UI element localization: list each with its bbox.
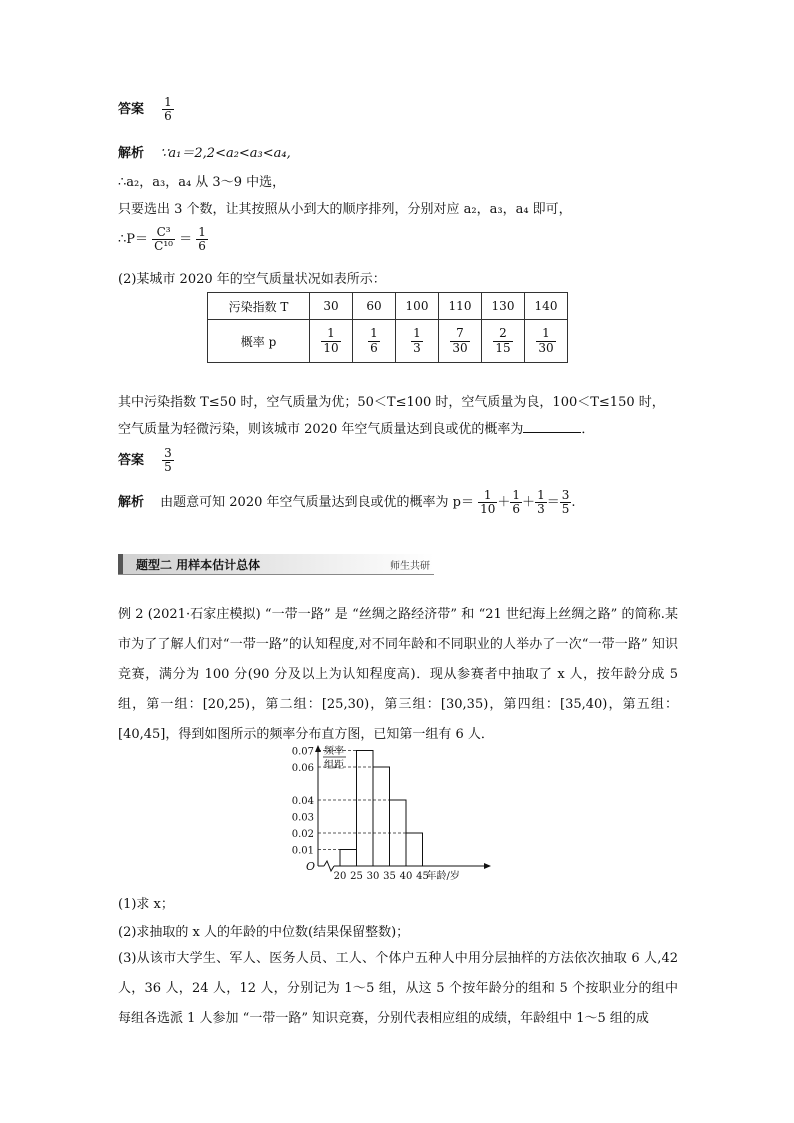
analysis-label: 解析: [118, 146, 145, 161]
x-tick-label: 35: [383, 871, 396, 882]
analysis-1-line-2: ∴a₂，a₃，a₄ 从 3～9 中选，: [118, 175, 286, 190]
combination-fraction: $\frac{\text{C³}}{\text{C¹⁰}}$: [154, 225, 173, 254]
analysis-label: 解析: [118, 495, 145, 511]
histogram-bar: [373, 767, 390, 866]
x-tick-label: 45: [416, 871, 429, 882]
histogram-bar: [340, 850, 357, 867]
y-tick-label: 0.04: [291, 796, 314, 807]
condition-line-1: 其中污染指数 T≤50 时，空气质量为优；50＜T≤100 时，空气质量为良，100＜T≤150 时，: [118, 395, 665, 410]
result-fraction: $\frac{1}{6}$: [198, 225, 206, 254]
table-cell: 110: [439, 293, 482, 320]
x-tick-label: 20: [333, 871, 347, 882]
y-tick-label: 0.07: [291, 746, 314, 758]
table-header-t: 污染指数 T: [208, 293, 310, 320]
section-title: 题型二 用样本估计总体: [136, 558, 261, 572]
table-cell: $\frac{1}{6}$: [353, 320, 396, 363]
x-axis-break: [324, 861, 334, 871]
y-axis-label-bottom: 组距: [324, 760, 344, 771]
analysis-1-line-3: 只要选出 3 个数，让其按照从小到大的顺序排列，分别对应 a₂，a₃，a₄ 即可，: [118, 202, 572, 217]
y-tick-label: 0.06: [291, 763, 314, 774]
y-tick-label: 0.02: [291, 829, 314, 840]
y-tick-label: 0.01: [291, 845, 314, 857]
frequency-histogram: [283, 740, 513, 882]
x-tick-label: 25: [350, 871, 363, 882]
table-cell: 30: [310, 293, 353, 320]
y-tick-label: 0.03: [291, 812, 314, 824]
table-cell: $\frac{2}{15}$: [482, 320, 525, 363]
condition-line-2: 空气质量为轻微污染，则该城市 2020 年空气质量达到良或优的概率为 ．: [118, 422, 595, 437]
question-2-2: (2)求抽取的 x 人的年龄的中位数(结果保留整数)；: [118, 925, 410, 940]
table-cell: $\frac{1}{10}$: [310, 320, 353, 363]
origin-label: O: [306, 860, 316, 873]
table-cell: 140: [525, 293, 568, 320]
table-cell: 60: [353, 293, 396, 320]
answer-label: 答案: [118, 102, 145, 118]
probability-table: [207, 292, 568, 363]
question-2: (2)某城市 2020 年的空气质量状况如表所示：: [118, 272, 386, 287]
example-2-text: 例 2 (2021·石家庄模拟) “一带一路” 是 “丝绸之路经济带” 和 “21 世纪海上丝绸之路” 的简称.某市为了了解人们对“一带一路”的认知程度,对不同年龄和不同职业的人举办了一次“一带一路” 知识竞赛，满分为 100 分(90 分及以上为认知程度高)．现从参赛者中抽取了 x 人，按年龄分成 5 组，第一组：[20,25)，第二组：[25,30)，第三组：[30,35)，第四组：[35,40)，第五组：[40,45]，得到如图所示的频率分布直方图，已知第一组有 6 人．: [118, 607, 678, 742]
analysis-1-line-1: 解析 ∵a₁＝2,2<a₂<a₃<a₄,: [118, 146, 291, 161]
answer-1: [118, 96, 174, 123]
histogram-bar: [357, 751, 374, 867]
answer-blank: [523, 420, 581, 433]
y-axis-arrow: [315, 745, 321, 752]
answer-fraction: $\frac{1}{6}$: [164, 95, 172, 124]
analysis-2: 解析 由题意可知 2020 年空气质量达到良或优的概率为 p＝ $\frac{1}{10}$ ＋ $\frac{1}{6}$ ＋ $\frac{1}{3}$ ＝ $\frac{3}{5}$ .: [118, 488, 576, 517]
answer-2: [118, 447, 174, 474]
y-axis-label-top: 频率: [324, 746, 344, 757]
question-2-1: (1)求 x；: [118, 897, 174, 912]
histogram-bar: [406, 833, 423, 866]
answer-label: 答案: [118, 453, 145, 469]
x-tick-label: 30: [366, 871, 380, 882]
table-cell: 130: [482, 293, 525, 320]
table-cell: $\frac{1}{30}$: [525, 320, 568, 363]
question-2-3: (3)从该市大学生、军人、医务人员、工人、个体户五种人中用分层抽样的方法依次抽取 6 人,42 人，36 人，24 人，12 人，分别记为 1～5 组，从这 5 个按年龄分的组和 5 个按职业分的组中每组各选派 1 人参加 “一带一路” 知识竞赛，分别代表相应组的成绩，年龄组中 1～5 组的成: [118, 951, 678, 1026]
section-tag: 师生共研: [390, 561, 430, 572]
x-tick-label: 40: [399, 871, 413, 882]
table-cell: $\frac{7}{30}$: [439, 320, 482, 363]
x-axis-arrow: [484, 863, 491, 869]
x-axis-label: 年龄/岁: [426, 871, 460, 882]
table-header-p: 概率 p: [208, 320, 310, 363]
answer-fraction: $\frac{3}{5}$: [164, 446, 172, 475]
table-cell: $\frac{1}{3}$: [396, 320, 439, 363]
section-banner: [118, 554, 434, 576]
table-cell: 100: [396, 293, 439, 320]
analysis-1-probability: ∴P＝ $\frac{\text{C³}}{\text{C¹⁰}}$ ＝ $\frac{1}{6}$: [118, 225, 206, 254]
